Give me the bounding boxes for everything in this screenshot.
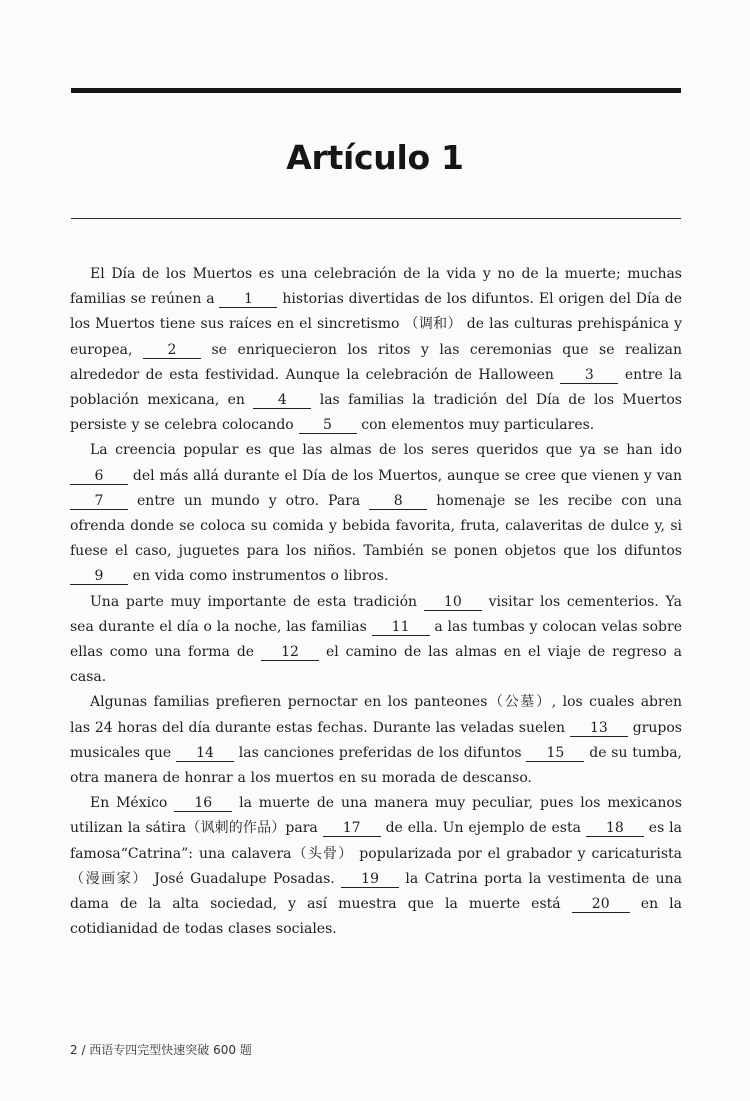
paragraph-text: la muerte de una manera muy peculiar, pues los mexicanos utilizan la sátira（讽刺的作品）para [70,795,682,837]
paragraph-text: Algunas familias prefieren pernoctar en los panteones（公墓）, los cuales abren las 24 horas del día durante estas fechas. Durante las veladas suelen [70,694,682,736]
blank-2[interactable]: 2 [143,343,201,359]
blank-4[interactable]: 4 [253,393,311,409]
blank-20[interactable]: 20 [572,897,630,913]
paragraph-text: Una parte muy importante de esta tradición [90,593,424,610]
blank-9[interactable]: 9 [70,569,128,585]
paragraph-text: historias divertidas de los difuntos. El origen del Día de los Muertos tiene sus raíces en el sincretismo （调和） de las culturas prehispánica y europea, [70,291,682,358]
blank-13[interactable]: 13 [570,721,628,737]
title-divider [71,218,681,219]
paragraph-text: es la famosa“Catrina”: una calavera（头骨） popularizada por el grabador y caricaturista（漫画家） José Guadalupe Posadas. [70,820,682,887]
blank-5[interactable]: 5 [299,418,357,434]
blank-11[interactable]: 11 [372,620,430,636]
blank-17[interactable]: 17 [323,821,381,837]
paragraph-text: homenaje se les recibe con una ofrenda donde se coloca su comida y bebida favorita, fruta, calaveritas de dulce y, si fuese el caso, juguetes para los niños. También se ponen objetos que los difuntos [70,492,682,560]
paragraph-text: entre la población mexicana, en [70,366,683,409]
paragraph [70,590,682,691]
paragraph-text: en la cotidianidad de todas clases sociales. [70,896,682,938]
blank-10[interactable]: 10 [424,595,482,611]
paragraph-text: las familias la tradición del Día de los Muertos persiste y se celebra colocando [70,392,682,434]
blank-18[interactable]: 18 [586,821,644,837]
paragraph-text: entre un mundo y otro. Para [128,492,370,509]
top-rule [71,88,681,93]
blank-8[interactable]: 8 [369,494,427,510]
paragraph-text: visitar los cementerios. Ya sea durante el día o la noche, las familias [70,593,683,635]
article-title: Artículo 1 [286,138,464,177]
paragraph [70,262,682,438]
paragraph-text: de su tumba, otra manera de honrar a los muertos en su morada de descanso. [70,744,682,787]
blank-7[interactable]: 7 [70,494,128,510]
blank-6[interactable]: 6 [70,469,128,485]
paragraph [70,791,682,942]
paragraph-text: a las tumbas y colocan velas sobre ellas como una forma de [70,618,682,661]
blank-3[interactable]: 3 [560,368,618,384]
paragraph-text: con elementos muy particulares. [356,417,595,434]
paragraph-text: el camino de las almas en el viaje de regreso a casa. [70,644,682,686]
blank-12[interactable]: 12 [261,645,319,661]
paragraph [70,690,682,791]
paragraph-text: En México [90,795,175,812]
paragraph-text: de ella. Un ejemplo de esta [380,820,586,837]
page-footer: 2 / 西语专四完型快速突破 600 题 [70,1043,252,1057]
paragraph-text: en vida como instrumentos o libros. [128,568,389,585]
paragraph-text: El Día de los Muertos es una celebración de la vida y no de la muerte; muchas familias se reúnen a [70,266,682,308]
blank-14[interactable]: 14 [176,746,234,762]
paragraph-text: se enriquecieron los ritos y las ceremonias que se realizan alrededor de esta festividad. Aunque la celebración de Halloween [70,341,683,383]
paragraph [70,438,682,589]
paragraph-text: las canciones preferidas de los difuntos [233,744,527,761]
blank-19[interactable]: 19 [341,872,399,888]
blank-16[interactable]: 16 [174,796,232,812]
blank-15[interactable]: 15 [526,746,584,762]
paragraph-text: del más allá durante el Día de los Muertos, aunque se cree que vienen y van [128,467,682,484]
blank-1[interactable]: 1 [219,292,277,308]
paragraph-text: la Catrina porta la vestimenta de una dama de la alta sociedad, y así muestra que la muerte está [70,870,682,913]
paragraph-text: grupos musicales que [70,719,682,761]
article-body [70,262,682,942]
paragraph-text: La creencia popular es que las almas de los seres queridos que ya se han ido [90,442,682,459]
